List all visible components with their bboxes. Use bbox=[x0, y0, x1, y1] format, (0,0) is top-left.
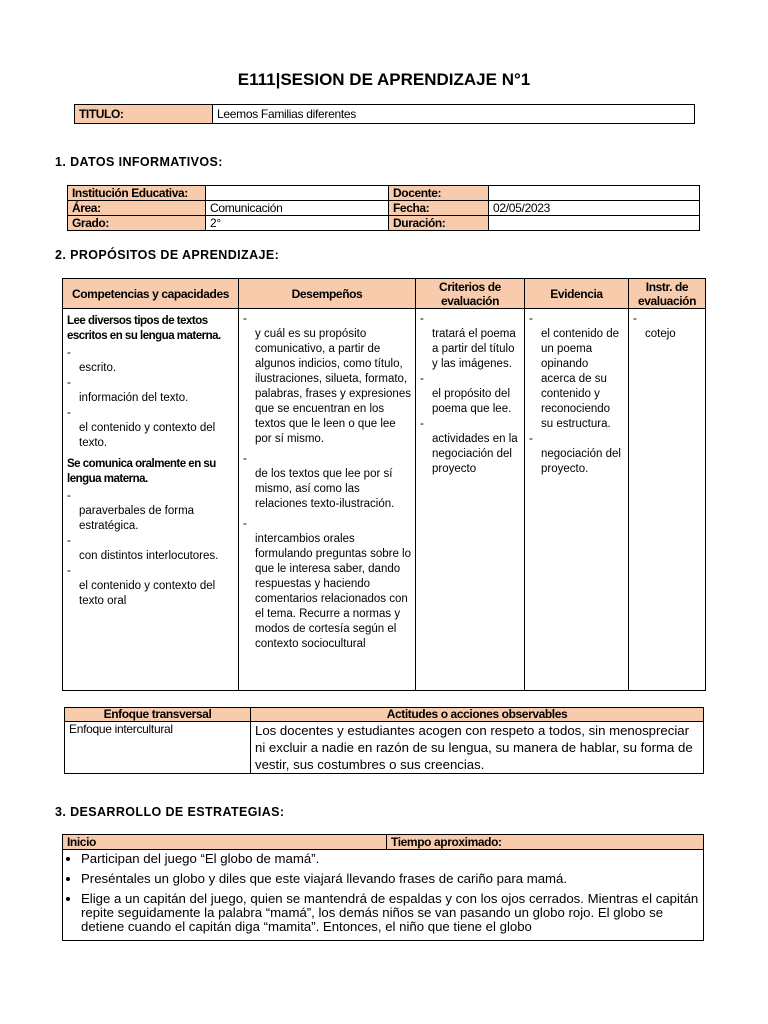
area-label: Área: bbox=[68, 201, 206, 216]
enfoque-header: Enfoque transversal bbox=[65, 708, 251, 722]
criterio-item: actividades en la negociación del proyecto bbox=[432, 433, 518, 475]
desempeno-item: de los textos que lee por sí mismo, así como las relaciones texto-ilustración. bbox=[255, 468, 395, 510]
titulo-label: TITULO: bbox=[75, 105, 213, 124]
col-header-criterios: Criterios de evaluación bbox=[416, 279, 525, 309]
grado-value: 2° bbox=[206, 216, 389, 231]
page-title: E111|SESION DE APRENDIZAJE N°1 bbox=[237, 70, 531, 89]
competencia-oral-title: Se comunica oralmente en su lengua materna. bbox=[67, 458, 216, 485]
section-desarrollo-heading: 3. DESARROLLO DE ESTRATEGIAS: bbox=[55, 805, 285, 819]
list-item: • Preséntales un globo y diles que este viajará llevando frases de cariño para mamá. bbox=[81, 872, 699, 886]
competencia-lee-title: Lee diversos tipos de textos escritos en su lengua materna. bbox=[67, 315, 221, 342]
list-item: • Elige a un capitán del juego, quien se mantendrá de espaldas y con los ojos cerrados. Mientras el capitán repite seguidamente la palabra “mamá”, los demás niños se van pasando un globo rojo. El globo se detiene cuando el capitán diga “mamita”. Entonces, el niño que tiene el globo bbox=[81, 892, 699, 934]
col-header-desempenos: Desempeños bbox=[239, 279, 416, 309]
col-header-instrumento: Instr. de evaluación bbox=[629, 279, 706, 309]
instrumento-item: cotejo bbox=[645, 328, 676, 340]
col-header-competencias: Competencias y capacidades bbox=[63, 279, 239, 309]
criterio-item: tratará el poema a partir del título y las imágenes. bbox=[432, 328, 516, 370]
tiempo-label: Tiempo aproximado: bbox=[387, 835, 704, 850]
enfoque-table bbox=[64, 707, 704, 774]
institucion-label: Institución Educativa: bbox=[68, 186, 206, 201]
area-value: Comunicación bbox=[206, 201, 389, 216]
inicio-label: Inicio bbox=[63, 835, 387, 850]
fecha-label: Fecha: bbox=[389, 201, 489, 216]
col-header-evidencia: Evidencia bbox=[525, 279, 629, 309]
capacidad-item: escrito. bbox=[79, 362, 117, 374]
desempenos-cell: - y cuál es su propósito comunicativo, a partir de algunos indicios, como título, ilustraciones, silueta, formato, palabras, frases y expresiones que se encuentran en los textos que le leen o que lee por sí mismo. - de los textos que lee por sí mismo, así como las relaciones texto-ilustración. - intercambios orales formulando preguntas sobre lo que le interesa saber, dando respuestas y haciendo comentarios relacionados con el tema. Recurre a normas y modos de cortesía según el contexto sociocultural bbox=[239, 309, 416, 691]
competencias-cell: Lee diversos tipos de textos escritos en su lengua materna. - escrito. - información del texto. - el contenido y contexto del texto. Se comunica oralmente en su lengua materna. - paraverbales de forma estratégica. - con distintos interlocutores. - el contenido y contexto del texto oral bbox=[63, 309, 239, 691]
capacidad-item: información del texto. bbox=[79, 392, 189, 404]
docente-value bbox=[489, 186, 700, 201]
list-item: • Participan del juego “El globo de mamá”. bbox=[81, 852, 699, 866]
capacidad-item: paraverbales de forma estratégica. bbox=[79, 505, 195, 532]
titulo-table bbox=[74, 104, 695, 124]
propositos-table bbox=[62, 278, 706, 691]
docente-label: Docente: bbox=[389, 186, 489, 201]
evidencia-item: el contenido de un poema opinando acerca de su contenido y reconociendo su estructura. bbox=[541, 328, 620, 430]
desempeno-item: intercambios orales formulando preguntas sobre lo que le interesa saber, dando respuestas y haciendo comentarios relacionados con el tema. Recurre a normas y modos de cortesía según el contexto sociocultural bbox=[255, 533, 411, 650]
institucion-value bbox=[206, 186, 389, 201]
desarrollo-content bbox=[63, 850, 704, 941]
titulo-value: Leemos Familias diferentes bbox=[213, 105, 695, 124]
grado-label: Grado: bbox=[68, 216, 206, 231]
fecha-value: 02/05/2023 bbox=[489, 201, 700, 216]
desarrollo-table bbox=[62, 834, 704, 941]
actividades-list bbox=[67, 852, 699, 934]
duracion-label: Duración: bbox=[389, 216, 489, 231]
criterio-item: el propósito del poema que lee. bbox=[432, 388, 512, 415]
capacidad-item: con distintos interlocutores. bbox=[79, 550, 219, 562]
enfoque-name: Enfoque intercultural bbox=[65, 722, 251, 774]
duracion-value bbox=[489, 216, 700, 231]
capacidad-item: el contenido y contexto del texto. bbox=[79, 422, 216, 449]
evidencia-item: negociación del proyecto. bbox=[541, 448, 621, 475]
desempeno-item: y cuál es su propósito comunicativo, a partir de algunos indicios, como título, ilustraciones, silueta, formato, palabras, frases y expresiones que se encuentran en los textos que le leen o que lee por sí mismo. bbox=[255, 328, 411, 445]
evidencia-cell: - el contenido de un poema opinando acerca de su contenido y reconociendo su estructura. - negociación del proyecto. bbox=[525, 309, 629, 691]
actitudes-header: Actitudes o acciones observables bbox=[251, 708, 704, 722]
datos-table bbox=[67, 185, 700, 231]
section-propositos-heading: 2. PROPÓSITOS DE APRENDIZAJE: bbox=[55, 248, 280, 262]
actitudes-text: Los docentes y estudiantes acogen con respeto a todos, sin menospreciar ni excluir a nadie en razón de su lengua, su manera de hablar, su forma de vestir, sus costumbres o sus creencias. bbox=[251, 722, 704, 774]
instrumento-cell: - cotejo bbox=[629, 309, 706, 691]
criterios-cell: - tratará el poema a partir del título y las imágenes. - el propósito del poema que lee. - actividades en la negociación del proyecto bbox=[416, 309, 525, 691]
capacidad-item: el contenido y contexto del texto oral bbox=[79, 580, 216, 607]
section-datos-heading: 1. DATOS INFORMATIVOS: bbox=[55, 155, 223, 169]
